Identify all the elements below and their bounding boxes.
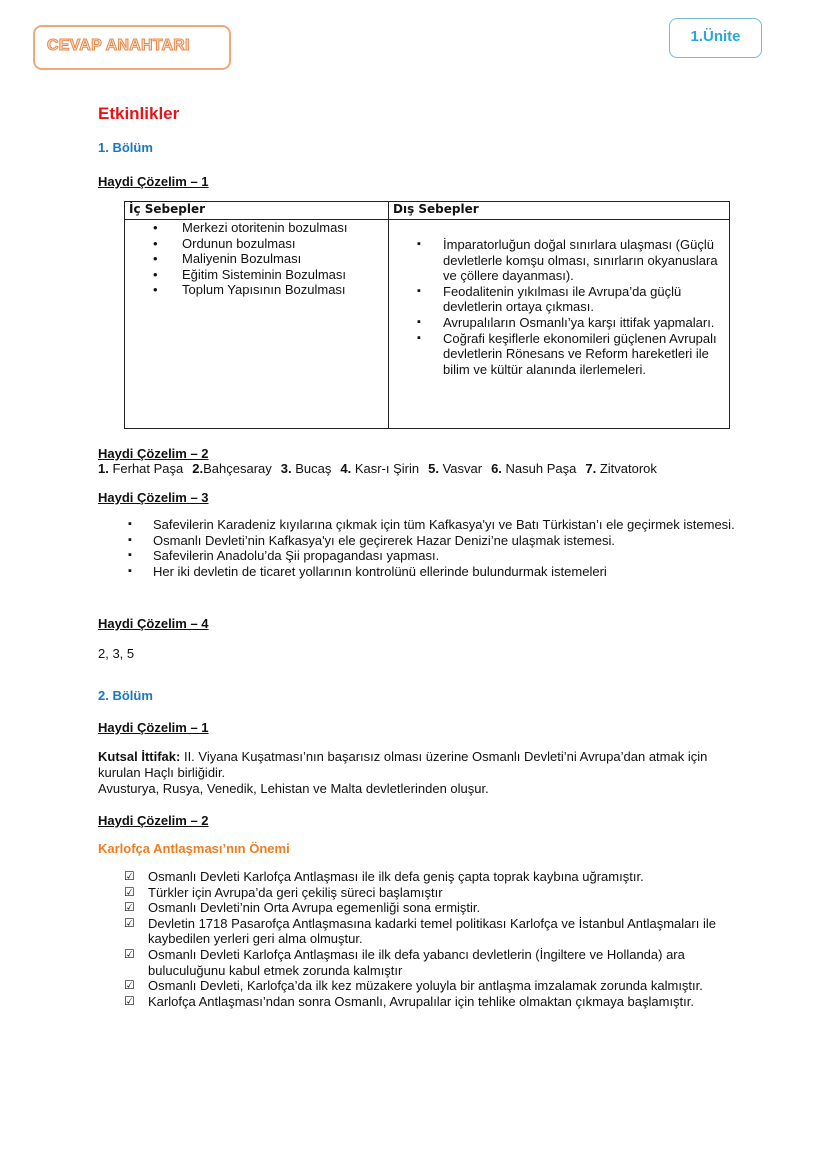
s1-ex2-answers [98, 461, 666, 476]
internal-causes-list [125, 220, 384, 298]
answer-text: Bahçesaray [203, 461, 272, 476]
unit-label: 1.Ünite [690, 28, 741, 45]
s1-ex1-heading: Haydi Çözelim – 1 [98, 174, 209, 189]
list-item: • Maliyenin Bozulması [125, 251, 384, 267]
s1-ex2-heading: Haydi Çözelim – 2 [98, 446, 209, 461]
holy-league-members: Avusturya, Rusya, Venedik, Lehistan ve Malta devletlerinden oluşur. [98, 781, 489, 796]
causes-table [124, 201, 730, 429]
list-item: • Merkezi otoritenin bozulması [125, 220, 384, 236]
answer-item [340, 461, 419, 476]
answer-item [98, 461, 183, 476]
answer-number: 5. [428, 461, 439, 476]
list-item: ▪ Avrupalıların Osmanlı’ya karşı ittifak yapmaları. [389, 315, 725, 331]
answer-item [491, 461, 576, 476]
list-item: ☑ Karlofça Antlaşması’ndan sonra Osmanlı, Avrupalılar için tehlike olmaktan çıkmaya başlamıştır. [98, 994, 738, 1010]
karlowitz-heading: Karlofça Antlaşması’nın Önemi [98, 841, 290, 856]
section-1-heading: 1. Bölüm [98, 140, 153, 155]
list-item: ☑ Osmanlı Devleti Karlofça Antlaşması ile ilk defa yabancı devletlerin (İngiltere ve Hollanda) ara buluculuğunu kabul etmek zorunda kalmıştır [98, 947, 738, 978]
list-item: ▪ Her iki devletin de ticaret yollarının kontrolünü ellerinde bulundurmak istemeleri [98, 564, 738, 580]
answer-item [428, 461, 482, 476]
list-item: ▪ İmparatorluğun doğal sınırlara ulaşması (Güçlü devletlerle komşu olması, sınırların okyanuslara ve çöllere dayanması). [389, 237, 725, 284]
answer-key-badge [33, 25, 231, 70]
section-2-heading: 2. Bölüm [98, 688, 153, 703]
list-item: ▪ Safevilerin Karadeniz kıyılarına çıkmak için tüm Kafkasya'yı ve Batı Türkistan’ı ele geçirmek istemesi. [98, 517, 738, 533]
answer-text: Ferhat Paşa [108, 461, 184, 476]
list-item: ☑ Devletin 1718 Pasarofça Antlaşmasına kadarki temel politikası Karlofça ve İstanbul Antlaşmaları ile kaybedilen yerleri geri alma olmuştur. [98, 916, 738, 947]
answer-number: 6. [491, 461, 502, 476]
karlowitz-list [98, 869, 738, 1009]
holy-league-term: Kutsal İttifak: [98, 749, 181, 764]
col-internal: İç Sebepler [125, 202, 389, 220]
page-title: Etkinlikler [98, 104, 180, 123]
list-item: • Eğitim Sisteminin Bozulması [125, 267, 384, 283]
col-external: Dış Sebepler [389, 202, 730, 220]
answer-text: Kasr-ı Şirin [351, 461, 420, 476]
s1-ex4-heading: Haydi Çözelim – 4 [98, 616, 209, 631]
answer-number: 2. [192, 461, 204, 476]
holy-league-definition: II. Viyana Kuşatması’nın başarısız olması üzerine Osmanlı Devleti’ni Avrupa’dan atmak için kurulan Haçlı birliğidir. [98, 749, 708, 780]
s1-ex3-list [98, 517, 738, 579]
answer-text: Nasuh Paşa [501, 461, 577, 476]
answer-item [585, 461, 657, 476]
list-item: ☑ Osmanlı Devleti’nin Orta Avrupa egemenliği sona ermiştir. [98, 900, 738, 916]
unit-badge [669, 18, 762, 58]
list-item: ▪ Coğrafi keşiflerle ekonomileri güçlenen Avrupalı devletlerin Rönesans ve Reform hareketleri ile bilim ve kültür alanında ilerlemeleri. [389, 331, 725, 378]
answer-number: 3. [280, 461, 292, 476]
s2-ex1-heading: Haydi Çözelim – 1 [98, 720, 209, 735]
list-item: ▪ Safevilerin Anadolu’da Şii propagandası yapması. [98, 548, 738, 564]
answer-key-label: CEVAP ANAHTARI [47, 37, 190, 54]
list-item: ☑ Osmanlı Devleti Karlofça Antlaşması ile ilk defa geniş çapta toprak kaybına uğramıştır. [98, 869, 738, 885]
list-item: ☑ Türkler için Avrupa’da geri çekiliş süreci başlamıştır [98, 885, 738, 901]
holy-league-text [98, 749, 728, 797]
list-item: • Ordunun bozulması [125, 236, 384, 252]
answer-text: Bucaş [291, 461, 332, 476]
s1-ex4-answer: 2, 3, 5 [98, 646, 135, 661]
list-item: ☑ Osmanlı Devleti, Karlofça’da ilk kez müzakere yoluyla bir antlaşma imzalamak zorunda kalmıştır. [98, 978, 738, 994]
list-item: • Toplum Yapısının Bozulması [125, 282, 384, 298]
answer-text: Zitvatorok [596, 461, 657, 476]
answer-item [281, 461, 332, 476]
answer-number: 7. [585, 461, 597, 476]
answer-item [192, 461, 272, 476]
list-item: ▪ Feodalitenin yıkılması ile Avrupa’da güçlü devletlerin ortaya çıkması. [389, 284, 725, 315]
external-causes-list [389, 237, 725, 377]
list-item: ▪ Osmanlı Devleti’nin Kafkasya'yı ele geçirerek Hazar Denizi’ne ulaşmak istemesi. [98, 533, 738, 549]
answer-number: 1. [98, 461, 109, 476]
s2-ex2-heading: Haydi Çözelim – 2 [98, 813, 209, 828]
s1-ex3-heading: Haydi Çözelim – 3 [98, 490, 209, 505]
answer-number: 4. [340, 461, 352, 476]
answer-text: Vasvar [438, 461, 483, 476]
